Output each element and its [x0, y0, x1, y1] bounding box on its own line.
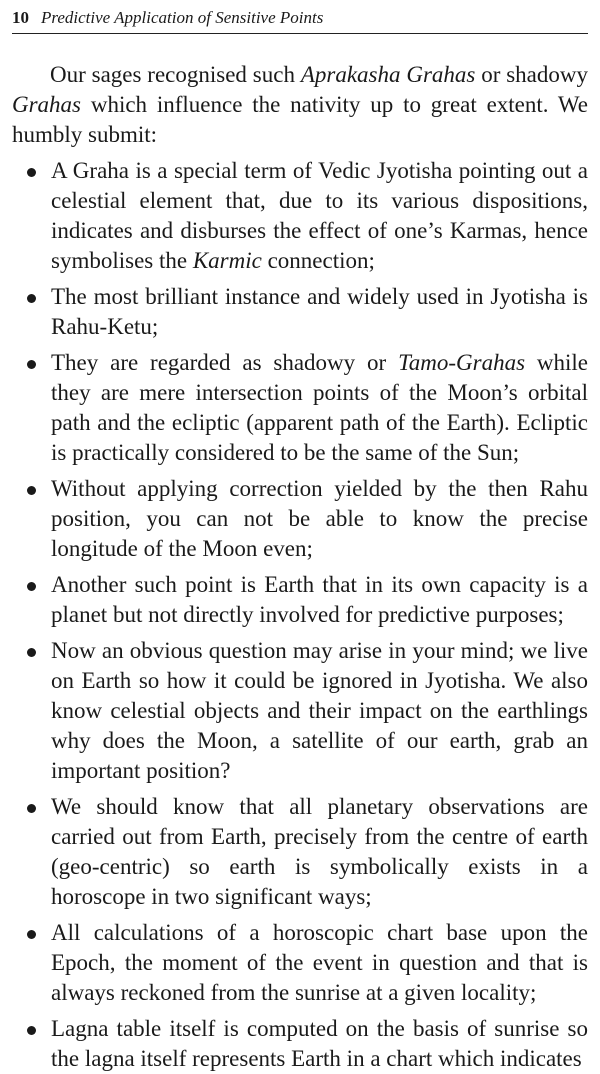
bullet-item — [12, 636, 588, 786]
bullet-item — [12, 474, 588, 564]
bullet-text: All calculations of a horoscopic chart base upon the Epoch, the moment of the event in question and that is always reckoned from the sunrise at a given locality; — [51, 920, 588, 1005]
bullet-icon — [27, 930, 36, 939]
bullet-list — [12, 156, 588, 1074]
bullet-icon — [27, 582, 36, 591]
intro-text-1: Our sages recognised such — [50, 62, 301, 87]
bullet-item — [12, 282, 588, 342]
bullet-text: We should know that all planetary observations are carried out from Earth, precisely from the centre of earth (geo-centric) so earth is symbolically exists in a horoscope in two significant ways; — [51, 794, 588, 909]
bullet-icon — [27, 168, 36, 177]
bullet-italic: Tamo-Grahas — [398, 350, 526, 375]
bullet-text: A Graha is a special term of Vedic Jyotisha pointing out a celestial element that, due to its various dispositions, indicates and disburses the effect of one’s Karmas, hence symbolises the — [51, 158, 588, 273]
intro-text-2: or shadowy — [475, 62, 588, 87]
bullet-icon — [27, 486, 36, 495]
intro-paragraph — [12, 60, 588, 150]
bullet-text: Lagna table itself is computed on the basis of sunrise so the lagna itself represents Earth in a chart which indicates — [51, 1016, 588, 1071]
bullet-item — [12, 570, 588, 630]
bullet-icon — [27, 294, 36, 303]
bullet-text: connection; — [261, 248, 375, 273]
intro-text-3: which influence the nativity up to great extent. We humbly submit: — [12, 92, 588, 147]
bullet-item — [12, 1014, 588, 1074]
bullet-text: Without applying correction yielded by the then Rahu position, you can not be able to know the precise longitude of the Moon even; — [51, 476, 588, 561]
bullet-item — [12, 156, 588, 276]
bullet-item — [12, 348, 588, 468]
intro-italic-2: Grahas — [12, 92, 82, 117]
bullet-icon — [27, 360, 36, 369]
bullet-item — [12, 792, 588, 912]
bullet-text: Another such point is Earth that in its own capacity is a planet but not directly involved for predictive purposes; — [51, 572, 588, 627]
bullet-item — [12, 918, 588, 1008]
bullet-text: The most brilliant instance and widely used in Jyotisha is Rahu-Ketu; — [51, 284, 588, 339]
page-number: 10 — [12, 8, 29, 27]
bullet-icon — [27, 648, 36, 657]
bullet-text: Now an obvious question may arise in your mind; we live on Earth so how it could be ignored in Jyotisha. We also know celestial objects and their impact on the earthlings why does the Moon, a satellite of our earth, grab an important position? — [51, 638, 588, 783]
running-title: Predictive Application of Sensitive Points — [41, 8, 324, 27]
bullet-icon — [27, 804, 36, 813]
running-header — [12, 8, 588, 34]
bullet-icon — [27, 1026, 36, 1035]
bullet-text: while they are mere intersection points of the Moon’s orbital path and the ecliptic (apparent path of the Earth). Ecliptic is practically considered to be the same of the Sun; — [51, 350, 588, 465]
bullet-italic: Karmic — [192, 248, 262, 273]
bullet-text: They are regarded as shadowy or — [51, 350, 399, 375]
intro-italic-1: Aprakasha Grahas — [300, 62, 476, 87]
